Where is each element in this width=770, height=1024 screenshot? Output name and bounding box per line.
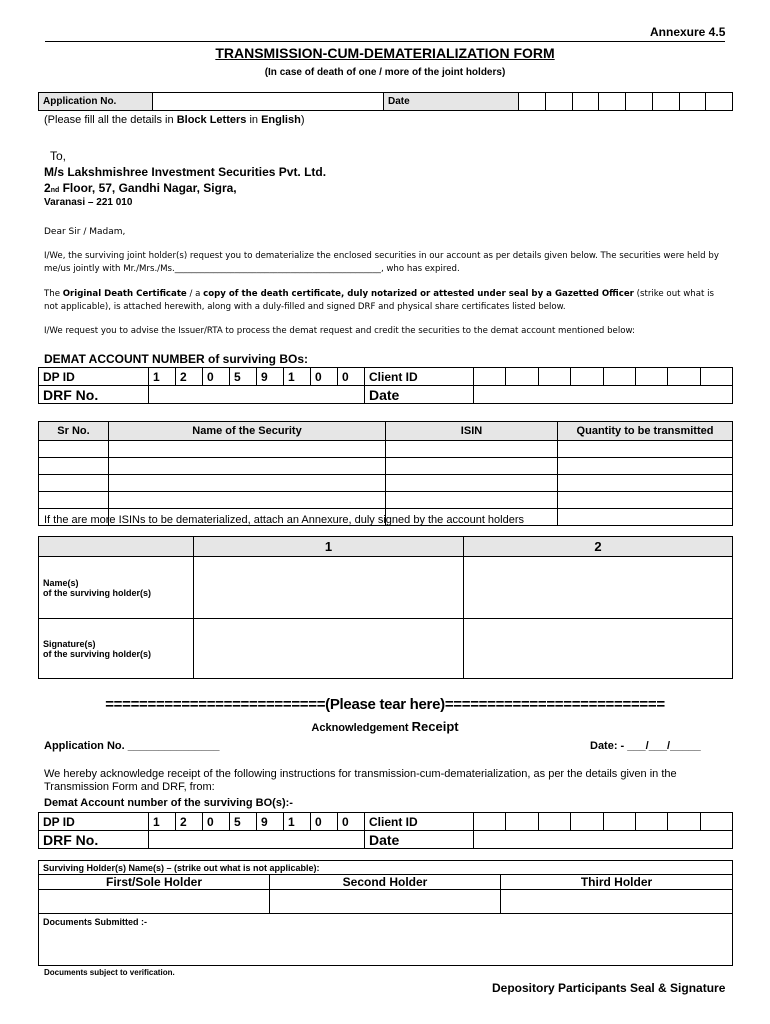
dp-id-digit: 1: [149, 813, 176, 831]
dp-id-digit: 0: [338, 368, 365, 386]
sr-no-cell[interactable]: [39, 441, 109, 458]
second-holder-field[interactable]: [270, 890, 501, 914]
application-header-table: [38, 92, 733, 111]
signatures-label-line2: of the surviving holder(s): [43, 648, 152, 659]
isin-cell[interactable]: [386, 441, 558, 458]
sr-no-cell[interactable]: [39, 492, 109, 509]
client-id-box[interactable]: [538, 368, 570, 386]
documents-submitted-field[interactable]: [39, 914, 733, 966]
date-box[interactable]: [652, 93, 679, 111]
col-header-sr-no: Sr No.: [39, 422, 109, 441]
first-holder-field[interactable]: [39, 890, 270, 914]
third-holder-field[interactable]: [501, 890, 733, 914]
date-box[interactable]: [519, 93, 546, 111]
address-city: Varanasi – 221 010: [44, 197, 133, 208]
sr-no-cell[interactable]: [39, 475, 109, 492]
documents-submitted-label: Documents Submitted :-: [43, 917, 148, 927]
drf-date-input[interactable]: [474, 386, 733, 404]
para-bold-text: Original Death Certificate: [62, 289, 187, 299]
holder-1-name-field[interactable]: [194, 557, 464, 619]
dp-id-digit: 1: [149, 368, 176, 386]
address-floor-number: 2: [44, 181, 51, 195]
sr-no-cell[interactable]: [39, 458, 109, 475]
col-header-isin: ISIN: [386, 422, 558, 441]
securities-table: [38, 421, 733, 526]
isin-cell[interactable]: [386, 475, 558, 492]
holders-table: [38, 536, 733, 679]
ack-holders-table: [38, 860, 733, 966]
dp-id-label: DP ID: [39, 813, 149, 831]
dp-id-digit: 2: [176, 368, 203, 386]
form-subtitle: (In case of death of one / more of the joint holders): [264, 67, 506, 78]
isin-note: If the are more ISINs to be dematerialized, attach an Annexure, duly signed by the account holders: [44, 514, 525, 526]
holder-2-signature-field[interactable]: [464, 619, 733, 679]
table-row: [39, 475, 733, 492]
verification-note: Documents subject to verification.: [44, 968, 175, 977]
security-name-cell[interactable]: [109, 458, 386, 475]
application-no-input[interactable]: [153, 93, 384, 111]
table-row: [39, 492, 733, 509]
date-label: Date: [384, 93, 519, 111]
para-text: / a: [186, 289, 204, 299]
dp-id-label: DP ID: [39, 368, 149, 386]
holder-2-name-field[interactable]: [464, 557, 733, 619]
holder-column-1: 1: [194, 537, 464, 557]
address-to: To,: [50, 149, 67, 163]
drf-date-label: Date: [365, 831, 474, 849]
dp-id-digit: 0: [203, 813, 230, 831]
security-name-cell[interactable]: [109, 441, 386, 458]
dp-id-digit: 0: [338, 813, 365, 831]
ack-demat-table: [38, 812, 733, 849]
fill-note-english: English: [261, 114, 301, 126]
dp-id-digit: 0: [203, 368, 230, 386]
client-id-label: Client ID: [365, 813, 474, 831]
drf-date-input[interactable]: [474, 831, 733, 849]
paragraph-death-certificate: [44, 288, 726, 314]
quantity-cell[interactable]: [558, 509, 733, 526]
col-header-quantity: Quantity to be transmitted: [558, 422, 733, 441]
client-id-box[interactable]: [506, 813, 538, 831]
paragraph-request: I/We, the surviving joint holder(s) request you to dematerialize the enclosed securities in our account as per details given below. The securities were held by me/us jointly with Mr./Mrs./Ms.________________________________________________, who has expired.: [44, 251, 719, 274]
demat-account-table: [38, 367, 733, 404]
ack-application-no: Application No. _______________: [44, 740, 220, 752]
client-id-box[interactable]: [474, 813, 506, 831]
col-header-security-name: Name of the Security: [109, 422, 386, 441]
para-bold-text: copy of the death certificate, duly notarized or attested under seal by a Gazetted Officer: [203, 289, 634, 299]
fill-note-text: in: [246, 114, 262, 126]
table-row: [39, 458, 733, 475]
client-id-box[interactable]: [700, 813, 732, 831]
dp-id-digit: 9: [257, 813, 284, 831]
names-label: [39, 557, 194, 619]
client-id-box[interactable]: [571, 813, 603, 831]
drf-no-input[interactable]: [149, 831, 365, 849]
dp-id-digit: 0: [311, 368, 338, 386]
names-label-line1: Name(s): [43, 577, 79, 588]
drf-no-label: DRF No.: [39, 831, 149, 849]
ack-holders-heading: Surviving Holder(s) Name(s) – (strike out what is not applicable):: [39, 861, 733, 875]
client-id-box[interactable]: [603, 368, 635, 386]
client-id-box[interactable]: [571, 368, 603, 386]
isin-cell[interactable]: [386, 458, 558, 475]
quantity-cell[interactable]: [558, 441, 733, 458]
date-box[interactable]: [572, 93, 599, 111]
para-text: The: [44, 289, 63, 299]
application-no-label: Application No.: [39, 93, 153, 111]
client-id-box[interactable]: [603, 813, 635, 831]
date-box[interactable]: [626, 93, 653, 111]
dp-id-digit: 1: [284, 368, 311, 386]
client-id-box[interactable]: [635, 813, 667, 831]
client-id-box[interactable]: [700, 368, 732, 386]
holder-column-2: 2: [464, 537, 733, 557]
client-id-box[interactable]: [474, 368, 506, 386]
ack-demat-heading: Demat Account number of the surviving BO(s):-: [44, 797, 293, 809]
fill-note-text: (Please fill all the details in: [44, 114, 177, 126]
drf-no-label: DRF No.: [39, 386, 149, 404]
security-name-cell[interactable]: [109, 492, 386, 509]
paragraph-advise: I/We request you to advise the Issuer/RTA to process the demat request and credit the securities to the demat account mentioned below:: [44, 326, 635, 336]
address-street: [44, 181, 237, 195]
fill-note: [44, 114, 304, 126]
date-box[interactable]: [599, 93, 626, 111]
address-street-text: Floor, 57, Gandhi Nagar, Sigra,: [59, 181, 237, 195]
address-company: M/s Lakshmishree Investment Securities Pvt. Ltd.: [44, 165, 327, 179]
dp-id-digit: 0: [311, 813, 338, 831]
col-header-first-holder: First/Sole Holder: [39, 875, 270, 890]
ack-title-text: Acknowledgement: [311, 722, 412, 734]
drf-date-label: Date: [365, 386, 474, 404]
salutation: Dear Sir / Madam,: [44, 227, 126, 237]
dp-id-digit: 5: [230, 368, 257, 386]
table-row: [39, 441, 733, 458]
security-name-cell[interactable]: [109, 475, 386, 492]
dp-id-digit: 1: [284, 813, 311, 831]
dp-seal-signature: Depository Participants Seal & Signature: [492, 981, 726, 995]
signatures-label-line1: Signature(s): [43, 638, 96, 649]
client-id-box[interactable]: [506, 368, 538, 386]
annexure-label: Annexure 4.5: [650, 25, 726, 39]
dp-id-digit: 9: [257, 368, 284, 386]
client-id-box[interactable]: [668, 368, 700, 386]
ack-title-receipt: Receipt: [411, 719, 459, 734]
quantity-cell[interactable]: [558, 492, 733, 509]
quantity-cell[interactable]: [558, 458, 733, 475]
tear-line: ==========================(Please tear here)==========================: [105, 696, 665, 713]
holders-corner-cell: [39, 537, 194, 557]
isin-cell[interactable]: [386, 492, 558, 509]
signatures-label: [39, 619, 194, 679]
date-box[interactable]: [706, 93, 733, 111]
para-text: (strike out what is not applicable), is attached herewith, along with a duly-filled and signed DRF and physical share certificates listed below.: [44, 289, 714, 312]
client-id-box[interactable]: [538, 813, 570, 831]
quantity-cell[interactable]: [558, 475, 733, 492]
col-header-second-holder: Second Holder: [270, 875, 501, 890]
dp-id-digit: 5: [230, 813, 257, 831]
client-id-box[interactable]: [668, 813, 700, 831]
ack-title: [0, 719, 770, 734]
client-id-label: Client ID: [365, 368, 474, 386]
fill-note-text: ): [300, 114, 305, 126]
ack-text: We hereby acknowledge receipt of the following instructions for transmission-cum-dematerialization, as per the details given in the Transmission Form and DRF, from:: [44, 768, 677, 793]
client-id-box[interactable]: [635, 368, 667, 386]
fill-note-block-letters: Block Letters: [176, 114, 247, 126]
ack-date: Date: - ___/___/_____: [590, 740, 701, 752]
col-header-third-holder: Third Holder: [501, 875, 733, 890]
date-box[interactable]: [679, 93, 706, 111]
date-box[interactable]: [545, 93, 572, 111]
dp-id-digit: 2: [176, 813, 203, 831]
names-label-line2: of the surviving holder(s): [43, 587, 152, 598]
top-rule: [45, 41, 725, 42]
address-floor-suffix: nd: [50, 187, 60, 194]
demat-heading: DEMAT ACCOUNT NUMBER of surviving BOs:: [44, 352, 308, 366]
holder-1-signature-field[interactable]: [194, 619, 464, 679]
form-title: TRANSMISSION-CUM-DEMATERIALIZATION FORM: [215, 45, 555, 61]
drf-no-input[interactable]: [149, 386, 365, 404]
